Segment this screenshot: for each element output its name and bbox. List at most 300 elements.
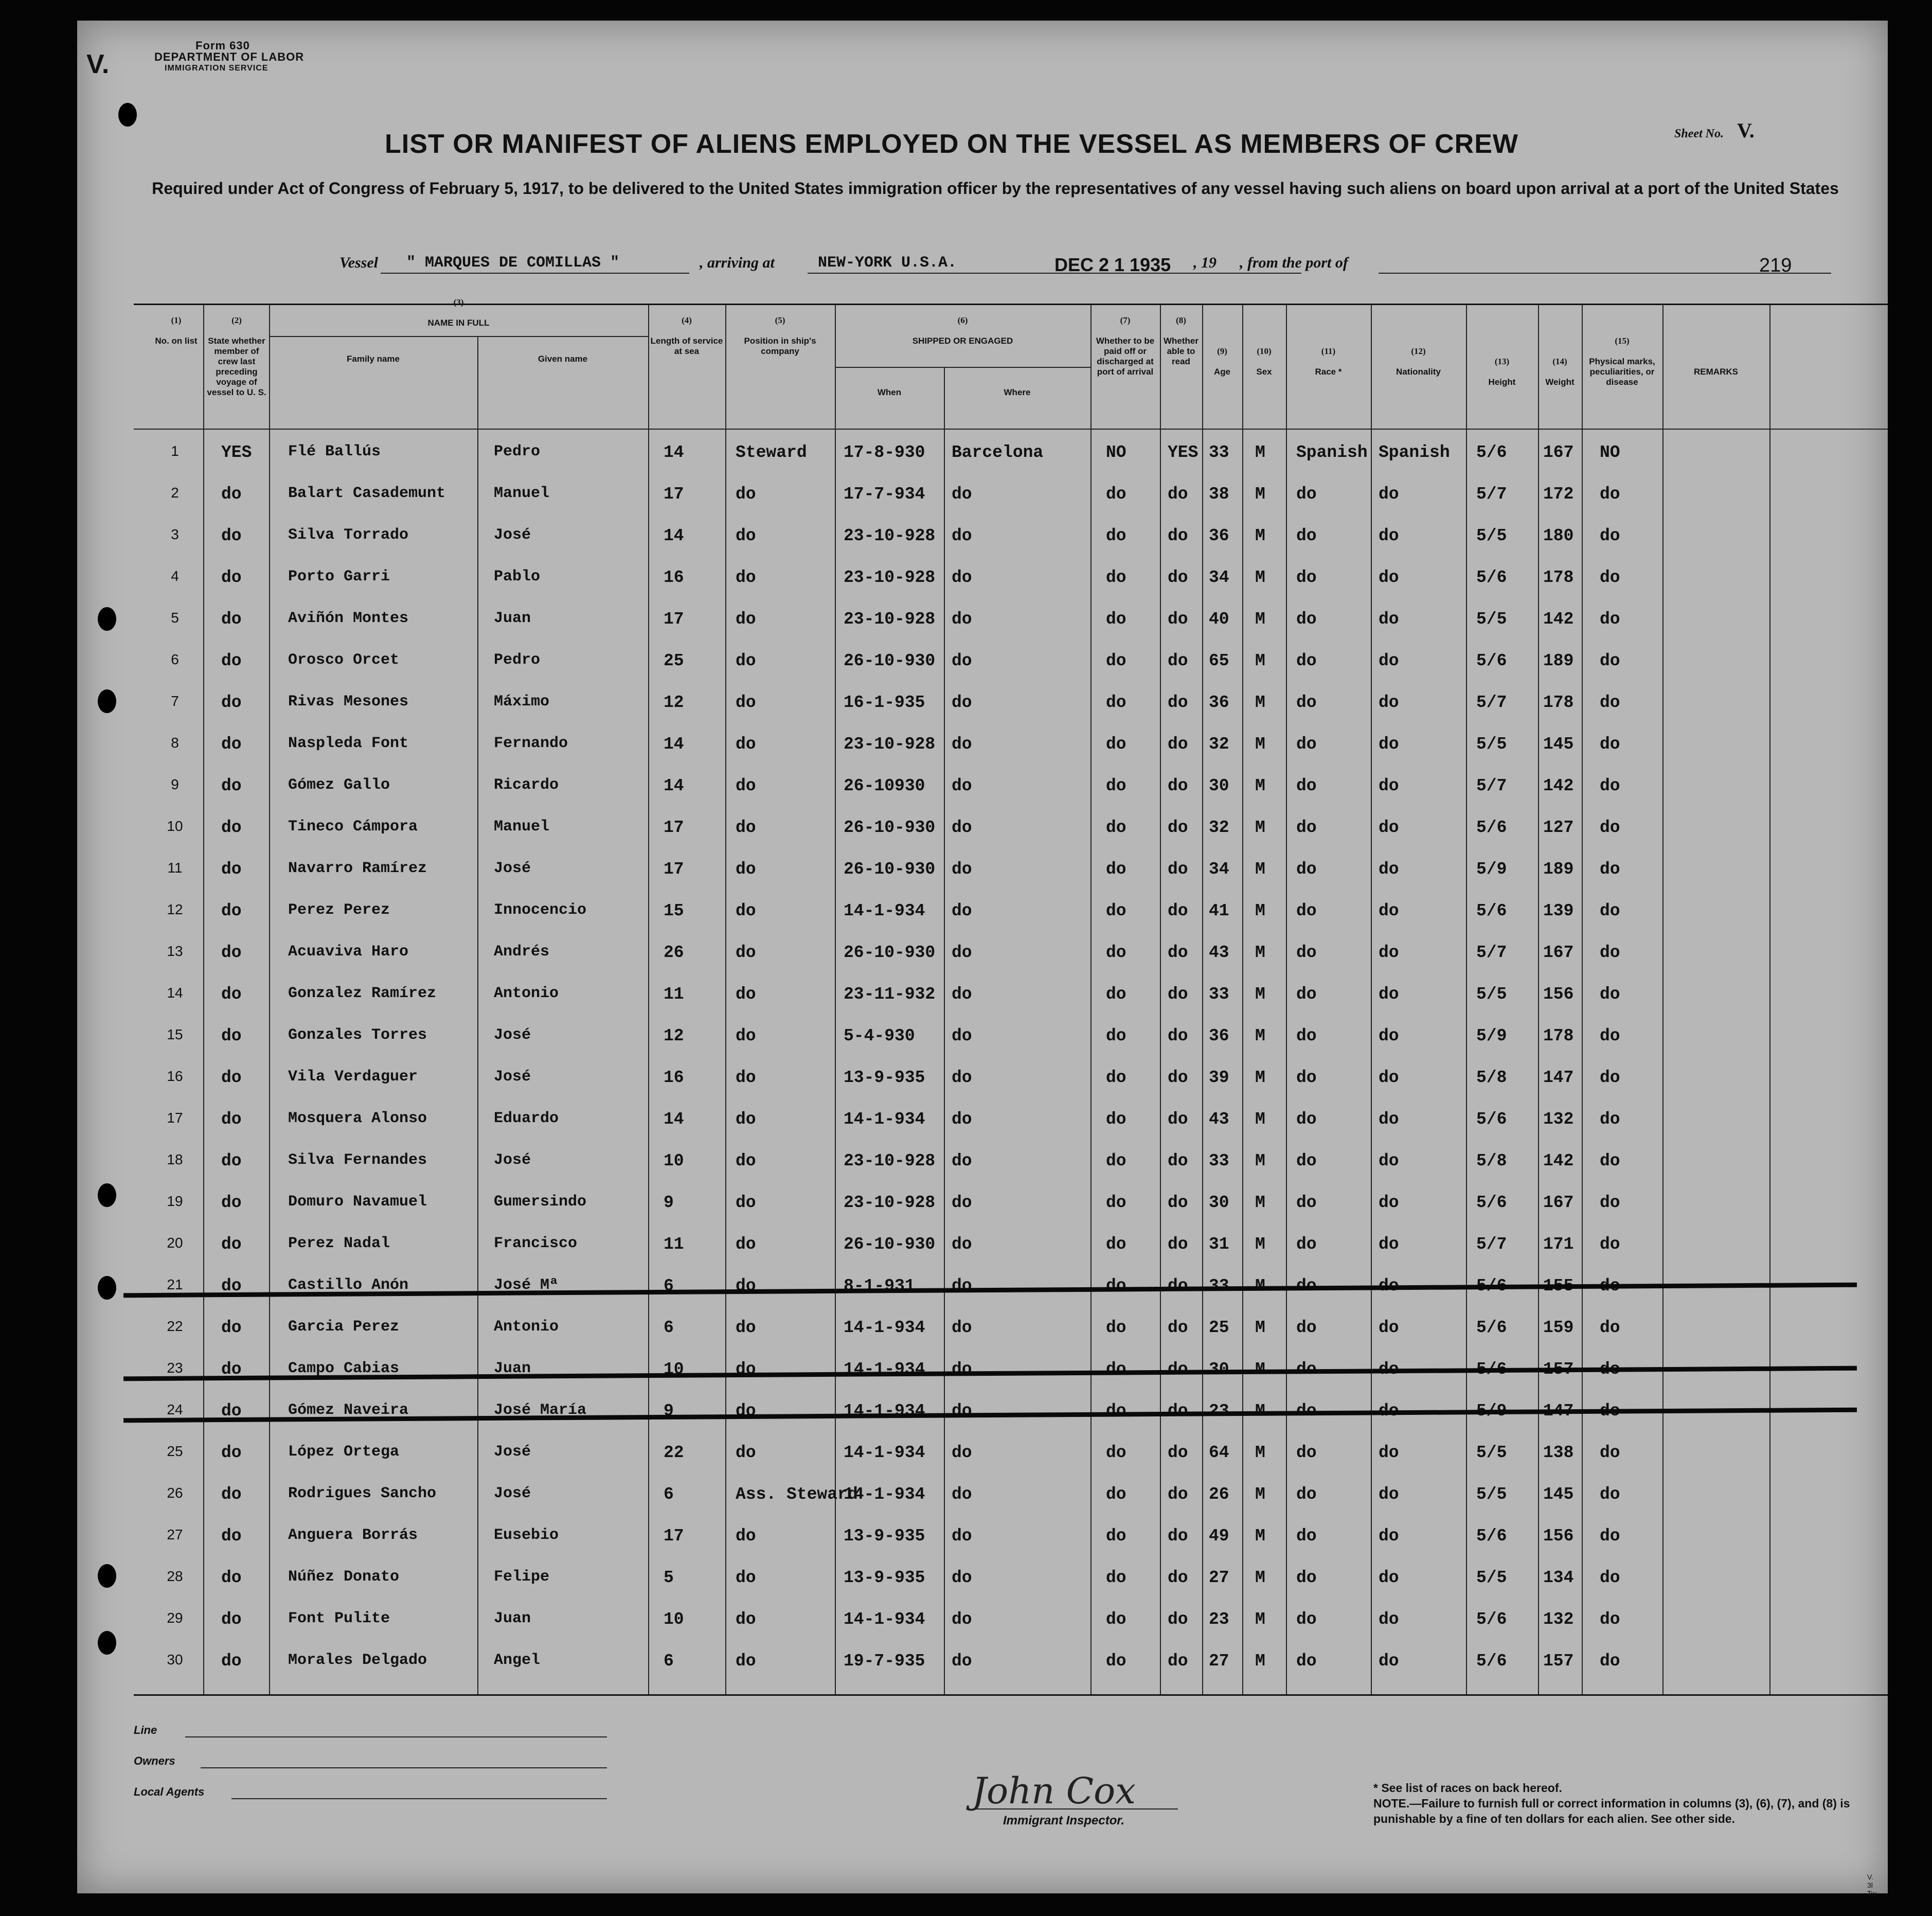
- sex: M: [1255, 985, 1265, 1004]
- column-number: (14): [1552, 357, 1567, 366]
- paid-off: do: [1106, 1318, 1126, 1337]
- sex: M: [1255, 735, 1265, 754]
- able-to-read: do: [1168, 1110, 1188, 1129]
- age: 30: [1209, 1193, 1229, 1212]
- family-name: Tineco Cámpora: [288, 818, 418, 836]
- arrival-port: NEW-YORK U.S.A.: [818, 254, 957, 272]
- column-header: Race *: [1315, 367, 1342, 377]
- weight: 127: [1543, 818, 1574, 837]
- column-number: (2): [231, 315, 242, 325]
- family-name: Mosquera Alonso: [288, 1110, 427, 1127]
- vessel-name: " MARQUES DE COMILLAS ": [406, 254, 620, 272]
- nationality: do: [1379, 1026, 1399, 1045]
- family-name: Gómez Gallo: [288, 776, 390, 794]
- row-number: 16: [167, 1068, 183, 1084]
- physical-marks: do: [1600, 860, 1620, 879]
- family-name: Orosco Orcet: [288, 651, 400, 669]
- physical-marks: do: [1600, 776, 1620, 795]
- family-name: Garcia Perez: [288, 1318, 400, 1336]
- table-row: [134, 1351, 1888, 1392]
- able-to-read: do: [1168, 1610, 1188, 1629]
- nationality: do: [1379, 568, 1399, 587]
- previous-voyage: do: [221, 1652, 242, 1671]
- nationality: do: [1379, 776, 1399, 795]
- height: 5/6: [1476, 1110, 1507, 1129]
- physical-marks: do: [1600, 526, 1620, 545]
- service-name: IMMIGRATION SERVICE: [165, 64, 269, 73]
- table-row: [134, 1267, 1888, 1308]
- weight: 142: [1543, 776, 1574, 795]
- shipped-where: do: [952, 985, 972, 1004]
- shipped-where: do: [952, 1485, 972, 1504]
- paid-off: do: [1106, 1485, 1126, 1504]
- age: 41: [1209, 901, 1229, 920]
- sex: M: [1255, 1235, 1265, 1254]
- position: do: [736, 568, 756, 587]
- age: 32: [1209, 735, 1229, 754]
- year-label: , 19: [1193, 254, 1217, 271]
- column-number: (1): [171, 315, 182, 325]
- page-subtitle: Required under Act of Congress of February 5, 1917, to be delivered to the United States immigration officer by the representatives of any vessel having such aliens on board upon arrival at a port of the United States: [152, 179, 1839, 198]
- previous-voyage: do: [221, 818, 242, 837]
- position: do: [736, 1193, 756, 1212]
- given-name: Andrés: [494, 943, 550, 961]
- table-row: [134, 725, 1888, 767]
- height: 5/8: [1476, 1068, 1507, 1087]
- row-number: 5: [171, 610, 179, 626]
- shipped-when: 8-1-931: [844, 1276, 915, 1296]
- punch-hole: [118, 103, 137, 127]
- corner-mark: V.: [86, 49, 110, 79]
- shipped-when: 17-8-930: [844, 443, 925, 462]
- given-name: Felipe: [494, 1568, 550, 1586]
- service-length: 17: [664, 485, 684, 504]
- column-header: Sex: [1256, 367, 1272, 377]
- column-header: Nationality: [1396, 367, 1441, 377]
- service-length: 15: [664, 901, 684, 920]
- position: do: [736, 1276, 756, 1296]
- sex: M: [1255, 1068, 1265, 1087]
- sex: M: [1255, 1193, 1265, 1212]
- previous-voyage: do: [221, 943, 242, 962]
- shipped-where: do: [952, 1527, 972, 1546]
- nationality: do: [1379, 1360, 1399, 1379]
- height: 5/6: [1476, 1318, 1507, 1337]
- shipped-when: 14-1-934: [844, 1485, 925, 1504]
- nationality: do: [1379, 693, 1399, 712]
- position: do: [736, 1110, 756, 1129]
- sex: M: [1255, 1110, 1265, 1129]
- position: do: [736, 1318, 756, 1337]
- race: do: [1296, 693, 1317, 712]
- paid-off: do: [1106, 1443, 1126, 1462]
- given-name: José: [494, 1068, 531, 1086]
- age: 23: [1209, 1610, 1229, 1629]
- position: do: [736, 943, 756, 962]
- nationality: do: [1379, 610, 1399, 629]
- race: do: [1296, 776, 1317, 795]
- sheet-number-value: V.: [1737, 119, 1755, 142]
- nationality: do: [1379, 1527, 1399, 1546]
- service-length: 22: [664, 1443, 684, 1462]
- race: do: [1296, 985, 1317, 1004]
- shipped-when: 5-4-930: [844, 1026, 915, 1045]
- nationality: do: [1379, 818, 1399, 837]
- service-length: 11: [664, 1235, 684, 1254]
- given-name: José María: [494, 1401, 587, 1419]
- crew-table: [134, 297, 1888, 1696]
- previous-voyage: do: [221, 526, 242, 545]
- position: Steward: [736, 443, 807, 462]
- shipped-where: do: [952, 1276, 972, 1296]
- position: do: [736, 985, 756, 1004]
- service-length: 14: [664, 735, 684, 754]
- previous-voyage: do: [221, 1401, 242, 1421]
- table-row: [134, 1142, 1888, 1183]
- weight: 147: [1543, 1068, 1574, 1087]
- physical-marks: do: [1600, 735, 1620, 754]
- age: 34: [1209, 860, 1229, 879]
- paid-off: do: [1106, 1527, 1126, 1546]
- form-code: V. 3l Tw.: [1867, 1873, 1879, 1897]
- previous-voyage: do: [221, 1026, 242, 1045]
- position: do: [736, 860, 756, 879]
- service-length: 5: [664, 1568, 674, 1587]
- table-row: [134, 1226, 1888, 1267]
- given-name: José: [494, 1151, 531, 1169]
- column-number: (3): [453, 297, 464, 307]
- service-length: 6: [664, 1318, 674, 1337]
- height: 5/5: [1476, 526, 1507, 545]
- paid-off: do: [1106, 901, 1126, 920]
- weight: 157: [1543, 1360, 1574, 1379]
- given-name: Manuel: [494, 818, 550, 836]
- able-to-read: do: [1168, 735, 1188, 754]
- column-header: SHIPPED OR ENGAGED: [912, 336, 1013, 346]
- physical-marks: do: [1600, 1652, 1620, 1671]
- service-length: 9: [664, 1401, 674, 1421]
- height: 5/7: [1476, 693, 1507, 712]
- sex: M: [1255, 1151, 1265, 1170]
- shipped-when: 26-10-930: [844, 818, 936, 837]
- previous-voyage: YES: [221, 443, 252, 462]
- table-row: [134, 1559, 1888, 1600]
- footer-note: [1373, 1780, 1888, 1826]
- form-number: Form 630: [195, 39, 250, 52]
- manifest-sheet: [77, 21, 1888, 1897]
- table-row: [134, 850, 1888, 892]
- height: 5/7: [1476, 943, 1507, 962]
- shipped-where: do: [952, 610, 972, 629]
- paid-off: NO: [1106, 443, 1126, 462]
- shipped-where: do: [952, 526, 972, 545]
- able-to-read: do: [1168, 943, 1188, 962]
- given-name: José: [494, 1026, 531, 1044]
- height: 5/9: [1476, 1026, 1507, 1045]
- table-row: [134, 767, 1888, 808]
- row-number: 29: [167, 1610, 183, 1626]
- weight: 159: [1543, 1318, 1574, 1337]
- given-name: José: [494, 1443, 531, 1461]
- paid-off: do: [1106, 693, 1126, 712]
- age: 32: [1209, 818, 1229, 837]
- position: do: [736, 1443, 756, 1462]
- given-name: Eduardo: [494, 1110, 559, 1127]
- age: 36: [1209, 693, 1229, 712]
- age: 26: [1209, 1485, 1229, 1504]
- shipped-where: do: [952, 1652, 972, 1671]
- row-number: 6: [171, 651, 179, 667]
- height: 5/9: [1476, 1401, 1507, 1421]
- shipped-where: do: [952, 1610, 972, 1629]
- punch-hole: [98, 1276, 116, 1300]
- race: do: [1296, 1318, 1317, 1337]
- height: 5/6: [1476, 1193, 1507, 1212]
- sex: M: [1255, 1652, 1265, 1671]
- able-to-read: do: [1168, 568, 1188, 587]
- able-to-read: do: [1168, 1276, 1188, 1296]
- race: do: [1296, 943, 1317, 962]
- nationality: do: [1379, 1568, 1399, 1587]
- column-number: (4): [682, 315, 692, 325]
- age: 38: [1209, 485, 1229, 504]
- position: do: [736, 1235, 756, 1254]
- family-name: Perez Perez: [288, 901, 390, 919]
- table-row: [134, 684, 1888, 725]
- nationality: do: [1379, 901, 1399, 920]
- row-number: 9: [171, 776, 179, 792]
- paid-off: do: [1106, 1610, 1126, 1629]
- position: do: [736, 1151, 756, 1170]
- height: 5/7: [1476, 776, 1507, 795]
- from-port-label: , from the port of: [1240, 254, 1348, 271]
- race: do: [1296, 1235, 1317, 1254]
- family-name: Balart Casademunt: [288, 485, 446, 502]
- column-number: (9): [1217, 346, 1227, 356]
- able-to-read: do: [1168, 1318, 1188, 1337]
- shipped-where: do: [952, 735, 972, 754]
- age: 36: [1209, 1026, 1229, 1045]
- able-to-read: do: [1168, 1568, 1188, 1587]
- row-number: 14: [167, 985, 183, 1001]
- height: 5/6: [1476, 818, 1507, 837]
- family-name: Gonzales Torres: [288, 1026, 427, 1044]
- service-length: 11: [664, 985, 684, 1004]
- shipped-where: do: [952, 1360, 972, 1379]
- family-name: Rivas Mesones: [288, 693, 409, 711]
- sex: M: [1255, 1568, 1265, 1587]
- shipped-when: 19-7-935: [844, 1652, 925, 1671]
- height: 5/8: [1476, 1151, 1507, 1170]
- position: do: [736, 693, 756, 712]
- shipped-where: do: [952, 1068, 972, 1087]
- shipped-when: 13-9-935: [844, 1568, 925, 1587]
- sex: M: [1255, 1360, 1265, 1379]
- nationality: do: [1379, 985, 1399, 1004]
- row-number: 28: [167, 1568, 183, 1584]
- height: 5/5: [1476, 735, 1507, 754]
- weight: 167: [1543, 1193, 1574, 1212]
- sex: M: [1255, 776, 1265, 795]
- physical-marks: do: [1600, 693, 1620, 712]
- able-to-read: do: [1168, 985, 1188, 1004]
- family-name: Font Pulite: [288, 1610, 390, 1627]
- height: 5/9: [1476, 860, 1507, 879]
- family-name: Porto Garri: [288, 568, 390, 586]
- able-to-read: do: [1168, 1360, 1188, 1379]
- paid-off: do: [1106, 1276, 1126, 1296]
- service-length: 14: [664, 1110, 684, 1129]
- able-to-read: do: [1168, 901, 1188, 920]
- family-name: Domuro Navamuel: [288, 1193, 427, 1211]
- service-length: 6: [664, 1485, 674, 1504]
- able-to-read: do: [1168, 1527, 1188, 1546]
- column-header: Length of service at sea: [650, 336, 723, 356]
- physical-marks: do: [1600, 1401, 1620, 1421]
- service-length: 10: [664, 1610, 684, 1629]
- height: 5/6: [1476, 1360, 1507, 1379]
- shipped-where: do: [952, 485, 972, 504]
- column-number: (11): [1321, 346, 1336, 356]
- age: 65: [1209, 651, 1229, 670]
- weight: 167: [1543, 943, 1574, 962]
- position: do: [736, 485, 756, 504]
- previous-voyage: do: [221, 1318, 242, 1337]
- weight: 178: [1543, 1026, 1574, 1045]
- punch-hole: [98, 1183, 116, 1207]
- service-length: 16: [664, 1068, 684, 1087]
- row-number: 26: [167, 1485, 183, 1501]
- position: do: [736, 1568, 756, 1587]
- race: do: [1296, 610, 1317, 629]
- weight: 155: [1543, 1276, 1574, 1296]
- service-length: 12: [664, 1026, 684, 1045]
- position: Ass. Steward: [736, 1485, 858, 1504]
- nationality: do: [1379, 1068, 1399, 1087]
- service-length: 12: [664, 693, 684, 712]
- previous-voyage: do: [221, 1276, 242, 1296]
- row-number: 8: [171, 735, 179, 751]
- paid-off: do: [1106, 1151, 1126, 1170]
- service-length: 9: [664, 1193, 674, 1212]
- given-name: Pedro: [494, 651, 541, 669]
- previous-voyage: do: [221, 860, 242, 879]
- family-name: Gonzalez Ramírez: [288, 985, 437, 1002]
- nationality: Spanish: [1379, 443, 1450, 462]
- page-title: LIST OR MANIFEST OF ALIENS EMPLOYED ON THE VESSEL AS MEMBERS OF CREW: [385, 129, 1518, 159]
- weight: 132: [1543, 1110, 1574, 1129]
- vessel-line: [129, 247, 1888, 278]
- height: 5/5: [1476, 1568, 1507, 1587]
- table-row: [134, 1017, 1888, 1058]
- physical-marks: do: [1600, 1443, 1620, 1462]
- weight: 189: [1543, 651, 1574, 670]
- able-to-read: do: [1168, 693, 1188, 712]
- punch-hole: [98, 689, 116, 713]
- column-header: Family name: [347, 354, 400, 364]
- table-row: [134, 1517, 1888, 1558]
- previous-voyage: do: [221, 901, 242, 920]
- inspector-label: Immigrant Inspector.: [1003, 1814, 1125, 1828]
- given-name: Antonio: [494, 985, 559, 1002]
- shipped-where: do: [952, 1193, 972, 1212]
- table-row: [134, 642, 1888, 683]
- race-note: * See list of races on back hereof.: [1373, 1781, 1562, 1795]
- weight: 156: [1543, 985, 1574, 1004]
- physical-marks: do: [1600, 1110, 1620, 1129]
- family-name: Anguera Borrás: [288, 1527, 418, 1544]
- race: do: [1296, 651, 1317, 670]
- nationality: do: [1379, 1610, 1399, 1629]
- table-row: [134, 1476, 1888, 1517]
- shipped-where: do: [952, 1110, 972, 1129]
- physical-marks: do: [1600, 1527, 1620, 1546]
- family-name: Perez Nadal: [288, 1235, 390, 1252]
- paid-off: do: [1106, 568, 1126, 587]
- physical-marks: do: [1600, 901, 1620, 920]
- given-name: Francisco: [494, 1235, 578, 1252]
- sex: M: [1255, 1026, 1265, 1045]
- table-row: [134, 1309, 1888, 1350]
- family-name: Gómez Naveira: [288, 1401, 409, 1419]
- row-number: 21: [167, 1276, 183, 1292]
- department-name: DEPARTMENT OF LABOR: [154, 50, 305, 63]
- height: 5/5: [1476, 610, 1507, 629]
- given-name: José: [494, 526, 531, 544]
- nationality: do: [1379, 1276, 1399, 1296]
- shipped-where: do: [952, 776, 972, 795]
- weight: 180: [1543, 526, 1574, 545]
- weight: 139: [1543, 901, 1574, 920]
- service-length: 17: [664, 1527, 684, 1546]
- race: do: [1296, 1443, 1317, 1462]
- physical-marks: do: [1600, 1235, 1620, 1254]
- weight: 138: [1543, 1443, 1574, 1462]
- physical-marks: do: [1600, 943, 1620, 962]
- physical-marks: do: [1600, 1318, 1620, 1337]
- family-name: Vila Verdaguer: [288, 1068, 418, 1086]
- nationality: do: [1379, 485, 1399, 504]
- race: Spanish: [1296, 443, 1368, 462]
- shipped-where: do: [952, 1235, 972, 1254]
- column-header: Height: [1488, 377, 1516, 387]
- sex: M: [1255, 1443, 1265, 1462]
- physical-marks: do: [1600, 1193, 1620, 1212]
- row-number: 3: [171, 526, 179, 542]
- shipped-when: 26-10-930: [844, 943, 936, 962]
- row-number: 15: [167, 1026, 183, 1042]
- height: 5/6: [1476, 651, 1507, 670]
- previous-voyage: do: [221, 1610, 242, 1629]
- shipped-where: Barcelona: [952, 443, 1044, 462]
- nationality: do: [1379, 1401, 1399, 1421]
- paid-off: do: [1106, 860, 1126, 879]
- column-header: Age: [1213, 367, 1231, 377]
- height: 5/6: [1476, 901, 1507, 920]
- shipped-when: 26-10-930: [844, 651, 936, 670]
- weight: 172: [1543, 485, 1574, 504]
- race: do: [1296, 818, 1317, 837]
- family-name: Naspleda Font: [288, 735, 409, 752]
- column-number: (12): [1411, 346, 1426, 356]
- age: 64: [1209, 1443, 1229, 1462]
- page-number: 219: [1759, 255, 1792, 276]
- row-number: 20: [167, 1235, 183, 1251]
- table-row: [134, 475, 1888, 517]
- shipped-where: do: [952, 1318, 972, 1337]
- physical-marks: do: [1600, 485, 1620, 504]
- weight: 156: [1543, 1527, 1574, 1546]
